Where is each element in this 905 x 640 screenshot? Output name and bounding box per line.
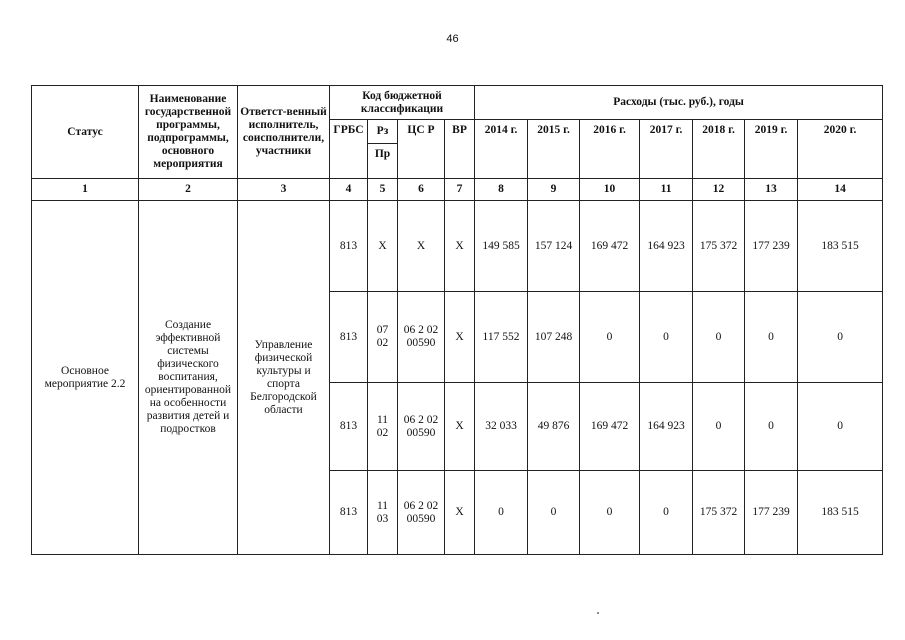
vr-cell: Х bbox=[445, 292, 475, 383]
rz-pr-cell bbox=[368, 471, 398, 555]
entry-executor: Управление физической культуры и спорта Белгородской области bbox=[238, 201, 330, 555]
column-number: 14 bbox=[798, 179, 883, 201]
header-budget-code: Код бюджетной классификации bbox=[330, 86, 475, 120]
column-number: 10 bbox=[580, 179, 640, 201]
column-number: 11 bbox=[640, 179, 693, 201]
value-cell: 0 bbox=[528, 471, 580, 555]
value-cell: 107 248 bbox=[528, 292, 580, 383]
vr-cell: Х bbox=[445, 383, 475, 471]
entry-status: Основное мероприятие 2.2 bbox=[32, 201, 139, 555]
value-cell: 0 bbox=[580, 471, 640, 555]
rz-pr-cell bbox=[368, 201, 398, 292]
header-status: Статус bbox=[32, 86, 139, 179]
header-year-2019: 2019 г. bbox=[745, 120, 798, 179]
value-cell: 0 bbox=[798, 292, 883, 383]
grbs-cell: 813 bbox=[330, 201, 368, 292]
value-cell: 149 585 bbox=[475, 201, 528, 292]
scan-speck bbox=[597, 612, 599, 614]
column-number: 12 bbox=[693, 179, 745, 201]
column-number: 9 bbox=[528, 179, 580, 201]
value-cell: 49 876 bbox=[528, 383, 580, 471]
csr-cell: 06 2 02 00590 bbox=[398, 292, 445, 383]
header-year-2015: 2015 г. bbox=[528, 120, 580, 179]
value-cell: 0 bbox=[798, 383, 883, 471]
value-cell: 0 bbox=[693, 292, 745, 383]
budget-table bbox=[31, 85, 883, 555]
page-number: 46 bbox=[446, 33, 459, 45]
rz-value: Х bbox=[378, 239, 387, 252]
value-cell: 0 bbox=[745, 292, 798, 383]
value-cell: 0 bbox=[580, 292, 640, 383]
column-number: 2 bbox=[139, 179, 238, 201]
header-year-2020: 2020 г. bbox=[798, 120, 883, 179]
rz-value: 11 bbox=[376, 413, 389, 426]
rz-value: 07 bbox=[376, 324, 389, 336]
rz-value: 11 bbox=[376, 499, 389, 512]
header-year-2017: 2017 г. bbox=[640, 120, 693, 179]
vr-cell: Х bbox=[445, 471, 475, 555]
grbs-cell: 813 bbox=[330, 383, 368, 471]
rz-pr-cell bbox=[368, 383, 398, 471]
grbs-cell: 813 bbox=[330, 292, 368, 383]
value-cell: 177 239 bbox=[745, 471, 798, 555]
value-cell: 0 bbox=[475, 471, 528, 555]
header-year-2016: 2016 г. bbox=[580, 120, 640, 179]
column-number: 8 bbox=[475, 179, 528, 201]
header-csr: ЦС Р bbox=[398, 120, 445, 179]
value-cell: 169 472 bbox=[580, 383, 640, 471]
column-number: 6 bbox=[398, 179, 445, 201]
value-cell: 175 372 bbox=[693, 471, 745, 555]
header-expenses: Расходы (тыс. руб.), годы bbox=[475, 86, 883, 120]
entry-name: Создание эффективной системы физического воспитания, ориентированной на особенности развития детей и подростков bbox=[139, 201, 238, 555]
csr-cell: 06 2 02 00590 bbox=[398, 471, 445, 555]
table-row bbox=[32, 201, 883, 292]
header-rz: Рз bbox=[368, 120, 398, 144]
pr-value: 02 bbox=[376, 337, 389, 349]
column-number: 1 bbox=[32, 179, 139, 201]
value-cell: 164 923 bbox=[640, 383, 693, 471]
value-cell: 157 124 bbox=[528, 201, 580, 292]
header-program-name: Наименование государственной программы, подпрограммы, основного мероприятия bbox=[139, 86, 238, 179]
header-year-2018: 2018 г. bbox=[693, 120, 745, 179]
column-number: 4 bbox=[330, 179, 368, 201]
header-year-2014: 2014 г. bbox=[475, 120, 528, 179]
csr-cell: Х bbox=[398, 201, 445, 292]
column-number: 5 bbox=[368, 179, 398, 201]
value-cell: 0 bbox=[693, 383, 745, 471]
value-cell: 164 923 bbox=[640, 201, 693, 292]
header-grbs: ГРБС bbox=[330, 120, 368, 179]
column-number: 7 bbox=[445, 179, 475, 201]
column-number: 13 bbox=[745, 179, 798, 201]
pr-value: 03 bbox=[376, 512, 389, 525]
value-cell: 0 bbox=[640, 471, 693, 555]
vr-cell: Х bbox=[445, 201, 475, 292]
value-cell: 175 372 bbox=[693, 201, 745, 292]
csr-cell: 06 2 02 00590 bbox=[398, 383, 445, 471]
grbs-cell: 813 bbox=[330, 471, 368, 555]
pr-value: 02 bbox=[376, 426, 389, 439]
value-cell: 0 bbox=[640, 292, 693, 383]
value-cell: 183 515 bbox=[798, 201, 883, 292]
column-number: 3 bbox=[238, 179, 330, 201]
value-cell: 169 472 bbox=[580, 201, 640, 292]
value-cell: 32 033 bbox=[475, 383, 528, 471]
rz-pr-cell bbox=[368, 292, 398, 383]
header-executor: Ответст-венный исполнитель, соисполнители, участники bbox=[238, 86, 330, 179]
value-cell: 0 bbox=[745, 383, 798, 471]
header-pr: Пр bbox=[368, 144, 398, 179]
value-cell: 117 552 bbox=[475, 292, 528, 383]
value-cell: 177 239 bbox=[745, 201, 798, 292]
header-vr: ВР bbox=[445, 120, 475, 179]
value-cell: 183 515 bbox=[798, 471, 883, 555]
